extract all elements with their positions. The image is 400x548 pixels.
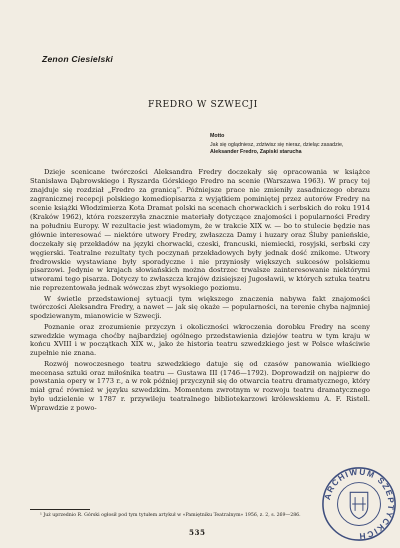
footnote: ¹ Już uprzednio R. Górski ogłosił pod tym tytułem artykuł w «Pamiętniku Teatralnym» 1956, z. 2, s. 269—286. bbox=[40, 513, 301, 518]
stamp-text: ARCHIWUM SZEPTYCKICH bbox=[322, 467, 396, 541]
paragraph: W świetle przedstawionej sytuacji tym większego znaczenia nabywa fakt znajomości twórczości Aleksandra Fredry, a nawet — jak się okaże — popularności, na terenie chyba najmniej spodziewanym, mianowicie w Szwecji. bbox=[30, 294, 370, 321]
page-number: 535 bbox=[189, 528, 206, 537]
paragraph: Poznanie oraz zrozumienie przyczyn i okoliczności wkroczenia dorobku Fredry na sceny szwedzkie wymaga choćby najbardziej ogólnego przedstawienia dziejów teatru w tym kraju w końcu XVIII i w początkach XIX w., jako że historia teatru szwedzkiego jest w Polsce właściwie zupełnie nie znana. bbox=[30, 322, 370, 358]
coat-of-arms-icon bbox=[350, 492, 368, 518]
paragraph: Rozwój nowoczesnego teatru szwedzkiego datuje się od czasów panowania wielkiego mecenasa sztuki oraz miłośnika teatru — Gustawa III (1746—1792). Doprowadził on najpierw do powstania opery w 1773 r., a w rok później przyczynił się do otwarcia teatru dramatycznego, który miał grać również w języku szwedzkim. Momentem zwrotnym w rozwoju teatru dramatycznego było udzielenie w 1787 r. przywileju teatralnego bibliotekarzowi królewskiemu A. F. Ristell. Wprawdzie z powo- bbox=[30, 359, 370, 413]
motto-source: Aleksander Fredro, Zapiski starucha bbox=[210, 149, 302, 155]
author-name: Zenon Ciesielski bbox=[42, 54, 114, 64]
motto bbox=[210, 133, 386, 156]
motto-quote: Jak się oglądniesz, zdziwisz się nieraz, dzieląc zasadzie, bbox=[210, 142, 344, 148]
motto-label: Motto bbox=[210, 133, 225, 139]
archive-stamp bbox=[320, 462, 398, 546]
article-title: FREDRO W SZWECJI bbox=[148, 99, 258, 110]
paragraph: Dzieje scenicane twórczości Aleksandra Fredry doczekały się opracowania w książce Stanisława Dąbrowskiego i Ryszarda Górskiego Fredro na scenie (Warszawa 1963). W pracy tej znajduje się rozdział „Fredro za granicą”. Późniejsze prace nie zmieniły zasadniczego obrazu zagranicznej recepcji polskiego komediopisarza z wyjątkiem pominiętej przez autorów Fredry na scenie książki Włodzimierza Kota Dramat polski na scenach chorwackich i serbskich do roku 1914 (Kraków 1962), która rozszerzyła znacznie materiały dotyczące znajomości i popularności Fredry na południu Europy. W rezultacie jest wiadomym, że w trakcie XIX w. — bo to stulecie będzie nas głównie interesować — niektóre utwory Fredry, zwłaszcza Damy i huzary oraz Śluby panieńskie, doczekały się przekładów na języki chorwacki, czeski, francuski, niemiecki, rosyjski, serbski czy węgierski. Teatralne rezultaty tych poczynań przekładowych były jednak dość znikome. Utwory fredrowskie wystawiane były sporadyczne i nie przyniosły większych sukcesów polskiemu pisarzowi. Jedynie w krajach słowiańskich można dostrzec trwalsze zainteresowanie niektórymi utworami tego pisarza. Dotyczy to zwłaszcza krajów dzisiejszej Jugosławii, w których sztuka teatru nie reprezentowała jednak wówczas zbyt wysokiego poziomu. bbox=[30, 168, 370, 293]
article-body bbox=[30, 168, 370, 413]
footnote-divider bbox=[30, 509, 90, 510]
